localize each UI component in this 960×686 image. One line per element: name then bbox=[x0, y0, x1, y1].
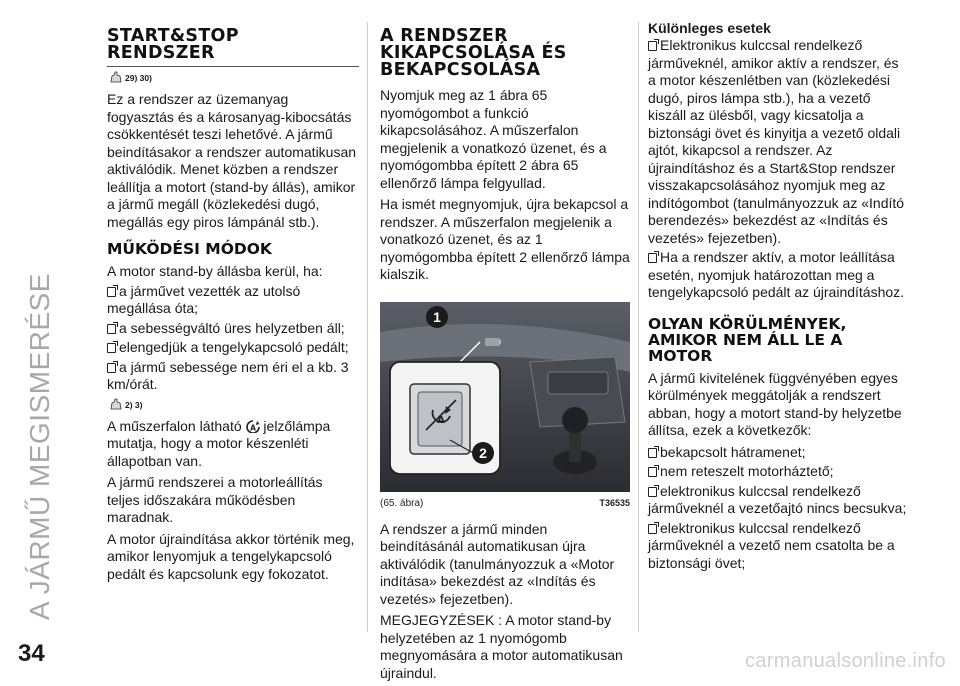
paragraph: A rendszer a jármű minden beindításánál automatikusan újra aktiválódik (tanulmányozzuk a «Motor indítása» bekezdést az «Indítás és vezetés» fejezetben). bbox=[380, 520, 615, 607]
list-item bbox=[107, 320, 359, 338]
section-title-disable-enable bbox=[380, 28, 630, 79]
arrow-square-icon bbox=[648, 487, 657, 497]
list-item-text: elektronikus kulccsal rendelkező járműveknél a vezetőajtó nincs becsukva; bbox=[648, 482, 907, 516]
list-item bbox=[648, 444, 910, 462]
section-title-start-stop bbox=[107, 28, 359, 62]
dashboard-illustration bbox=[380, 302, 630, 492]
paragraph: A motor újraindítása akkor történik meg, amikor lenyomjuk a tengelykapcsoló pedált és kapcsolunk egy fokozatot. bbox=[107, 530, 355, 582]
callout-label: 2 bbox=[479, 444, 487, 461]
side-chapter-title-text: A JÁRMŰ MEGISMERÉSE bbox=[24, 272, 55, 620]
section-heading-modes: MŰKÖDÉSI MÓDOK bbox=[107, 240, 272, 258]
title-line: BEKAPCSOLÁSA bbox=[380, 60, 541, 80]
list-item bbox=[107, 339, 359, 357]
heading-line: OLYAN KÖRÜLMÉNYEK, bbox=[648, 314, 847, 333]
callout-2 bbox=[472, 442, 494, 464]
special-cases-heading: Különleges esetek bbox=[648, 20, 771, 36]
arrow-square-icon bbox=[648, 467, 657, 477]
paragraph-part: A műszerfalon látható bbox=[107, 417, 242, 434]
list-item bbox=[107, 283, 359, 318]
list-item bbox=[648, 463, 910, 481]
paragraph: Nyomjuk meg az 1 ábra 65 nyomógombot a funkció kikapcsolásához. A műszerfalon megjelenik a vonatkozó üzenet, és a nyomógombba épített 2 ábra 65 ellenőrző lámpa felgyullad. bbox=[380, 87, 607, 191]
arrow-square-icon bbox=[107, 363, 116, 373]
column-divider-2 bbox=[638, 22, 639, 632]
svg-text:A: A bbox=[437, 414, 445, 426]
warning-reference bbox=[109, 398, 359, 410]
list-item-text: bekapcsolt hátramenet; bbox=[660, 443, 806, 460]
title-line: START&STOP bbox=[107, 26, 239, 46]
paragraph: Ez a rendszer az üzemanyag fogyasztás és a károsanyag-kibocsátás csökkentését teszi lehetővé. A jármű beindításakor a rendszer automatikusan aktiválódik. Menet közben a rendszer leállítja a motort (stand-by állás), amikor a jármű megáll (közlekedési dugó, megállás egy piros lámpánál stb.). bbox=[107, 91, 357, 230]
list-item-text: elengedjük a tengelykapcsoló pedált; bbox=[119, 339, 349, 355]
paragraph-part: jelzőlámpa mutatja, hogy a motor készenléti állapotban van. bbox=[107, 417, 331, 469]
side-chapter-title bbox=[10, 30, 70, 620]
list-item-text: nem reteszelt motorháztető; bbox=[660, 463, 834, 479]
list-item-text: elektronikus kulccsal rendelkező járműveknél a vezető nem csatolta be a biztonsági övet; bbox=[648, 519, 895, 571]
warning-hand-icon bbox=[109, 71, 122, 83]
arrow-square-icon bbox=[648, 41, 657, 51]
paragraph: MEGJEGYZÉSEK : A motor stand-by helyzetében az 1 nyomógomb megnyomására a motor automatikusan újraindul. bbox=[380, 612, 623, 681]
list-item-text: a sebességváltó üres helyzetben áll; bbox=[119, 319, 345, 336]
arrow-square-icon bbox=[107, 287, 116, 297]
warning-reference bbox=[109, 71, 359, 83]
figure-65 bbox=[380, 302, 630, 492]
arrow-square-icon bbox=[107, 324, 116, 334]
list-item-text: a jármű sebessége nem éri el a kb. 3 km/órát. bbox=[107, 358, 349, 392]
start-stop-lamp-icon bbox=[246, 420, 260, 433]
list-item bbox=[648, 483, 910, 518]
title-line: RENDSZER bbox=[107, 43, 215, 63]
list-item bbox=[648, 249, 910, 302]
list-item-text: Elektronikus kulccsal rendelkező járműveknél, amikor aktív a rendszer, és a motor készenlétben van (közlekedési dugó, piros lámpa stb.), ha a vezető kiszáll az ülésből, vagy kicsatolja a biztonsági övet és kinyitja a vezető oldali ajtót, kikapcsol a rendszer. Az újraindításhoz és a Start&Stop rendszer visszakapcsolásához nyomjuk meg az indítógombot (tanulmányozzuk az «Indító berendezés» bekezdést az «Indítás és vezetés» fejezetben). bbox=[648, 37, 905, 246]
paragraph: A jármű kivitelének függvényében egyes körülmények meggátolják a rendszert abban, hogy a motort stand-by helyzetbe állítsa, ezek a következők: bbox=[648, 369, 902, 438]
list-item-text: a járművet vezették az utolsó megállása óta; bbox=[107, 282, 301, 316]
svg-text:A: A bbox=[249, 423, 256, 432]
column-3 bbox=[648, 20, 910, 574]
callout-label: 1 bbox=[433, 308, 441, 325]
figure-code: T36535 bbox=[599, 497, 630, 508]
figure-caption-text: (65. ábra) bbox=[380, 497, 424, 509]
list-item-text: Ha a rendszer aktív, a motor leállítása esetén, nyomjuk határozottan meg a tengelykapcsoló pedált az újraindításhoz. bbox=[648, 249, 905, 300]
paragraph: A jármű rendszerei a motorleállítás teljes időszakára működésben maradnak. bbox=[107, 474, 323, 525]
list-item bbox=[107, 359, 359, 394]
warning-reference-text: 2) 3) bbox=[125, 399, 143, 410]
title-line: A RENDSZER bbox=[380, 26, 508, 46]
column-divider-1 bbox=[367, 22, 368, 632]
arrow-square-icon bbox=[107, 343, 116, 353]
list-item bbox=[648, 37, 910, 247]
page-number: 34 bbox=[18, 640, 45, 667]
column-2 bbox=[380, 20, 630, 686]
arrow-square-icon bbox=[648, 253, 657, 263]
warning-hand-icon bbox=[109, 398, 122, 410]
column-1 bbox=[107, 20, 359, 587]
paragraph: Ha ismét megnyomjuk, újra bekapcsol a rendszer. A műszerfalon megjelenik a vonatkozó üzenet, és az 1 nyomógombba épített 2 ellenőrző lámpa kialszik. bbox=[380, 196, 630, 282]
callout-1 bbox=[426, 306, 448, 328]
section-heading-no-stop bbox=[648, 316, 910, 364]
warning-reference-text: 29) 30) bbox=[125, 73, 152, 83]
figure-caption bbox=[380, 498, 630, 509]
title-line: KIKAPCSOLÁSA ÉS bbox=[380, 43, 567, 63]
watermark: carmanualsonline.info bbox=[745, 650, 946, 672]
heading-line: MOTOR bbox=[648, 346, 713, 365]
paragraph bbox=[107, 418, 359, 471]
heading-line: AMIKOR NEM ÁLL LE A bbox=[648, 330, 843, 349]
paragraph: A motor stand-by állásba kerül, ha: bbox=[107, 263, 323, 279]
title-rule bbox=[107, 66, 359, 67]
list-item bbox=[648, 520, 910, 573]
arrow-square-icon bbox=[648, 448, 657, 458]
arrow-square-icon bbox=[648, 524, 657, 534]
